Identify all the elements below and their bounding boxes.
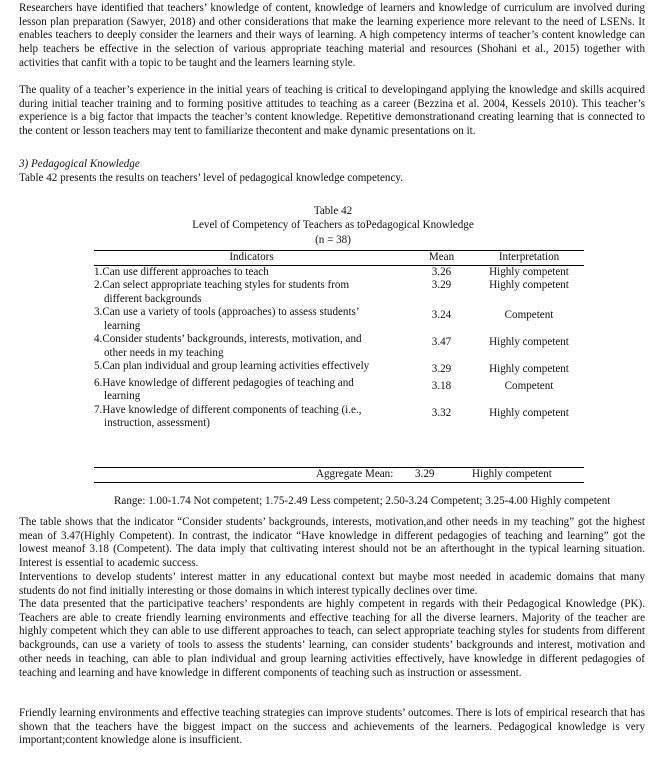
row-interpretation: Competent bbox=[504, 309, 554, 321]
row-interpretation: Highly competent bbox=[489, 279, 569, 291]
header-mean: Mean bbox=[428, 251, 455, 263]
table-row bbox=[94, 306, 584, 333]
row-interpretation: Highly competent bbox=[489, 363, 569, 375]
row-interpretation: Competent bbox=[504, 379, 554, 392]
table-number: Table 42 bbox=[313, 205, 353, 217]
aggregate-label: Aggregate Mean: bbox=[316, 468, 394, 480]
section-lead: Table 42 presents the results on teachers’ level of pedagogical knowledge competency. bbox=[19, 172, 403, 184]
row-interpretation: Highly competent bbox=[489, 265, 569, 278]
discussion-paragraph-2: Interventions to develop students’ interest matter in any educational context but maybe most needed in academic domains that many students do not find initially interesting or those domains in which interest typically declines over time. bbox=[19, 571, 645, 597]
intro-paragraph-1: Researchers have identified that teachers’ knowledge of content, knowledge of learners and knowledge of curriculum are involved during lesson plan preparation (Sawyer, 2018) and other considerations that make the learning experience more relevant to the need of LSENs. It enables teachers to deeply consider the learners and their ways of learning. A high competency interms of teacher’s content knowledge can help teachers be effective in the selection of various appropriate teaching material and resources (Shohani et al., 2015) together with activities that canfit with a topic to be taught and the learners learning style. bbox=[19, 2, 645, 69]
row-mean: 3.29 bbox=[431, 363, 452, 375]
row-indicator: 7.Have knowledge of different components of teaching (i.e., instruction, assessment) bbox=[94, 403, 362, 429]
competency-table bbox=[94, 250, 584, 431]
row-mean: 3.24 bbox=[431, 309, 452, 321]
row-indicator: 6.Have knowledge of different pedagogies of teaching and learning bbox=[94, 376, 354, 402]
aggregate-interpretation: Highly competent bbox=[472, 468, 552, 480]
table-row bbox=[94, 404, 584, 431]
intro-paragraph-2: The quality of a teacher’s experience in the initial years of teaching is critical to developingand applying the knowledge and skills acquired during initial teacher training and to forming positive attitudes to teaching as a career (Bezzina et al. 2004, Kessels 2010). This teacher’s experience is a big factor that impacts the teacher’s content knowledge. Repetitive demonstrationand creating learning that is connected to the content or lesson teachers may tent to familiarize thecontent and make dynamic presentations on it. bbox=[19, 84, 645, 138]
table-title: Level of Competency of Teachers as toPedagogical Knowledge bbox=[192, 219, 474, 231]
table-row bbox=[94, 279, 584, 306]
row-indicator: 2.Can select appropriate teaching styles for students from different backgrounds bbox=[94, 279, 350, 305]
table-row bbox=[94, 377, 584, 404]
header-interpretation: Interpretation bbox=[498, 251, 560, 263]
row-indicator: 5.Can plan individual and group learning activities effectively bbox=[94, 360, 370, 372]
discussion-paragraph-3: The data presented that the participative teachers’ respondents are highly competent in regards with their Pedagogical Knowledge (PK). Teachers are able to create friendly learning environments and effective teaching for all the diverse learners. Majority of the teacher are highly competent which they can able to use different approaches to teach, can select appropriate teaching styles for students from different backgrounds, can use a variety of tools to assess the students’ learning, can consider students’ backgrounds and interest, motivation and other needs in teaching, can able to plan individual and group learning activities effectively, have knowledge in different pedagogies of teaching and learning and have knowledge in different components of teaching such as instruction or assessment. bbox=[19, 598, 645, 679]
table-n: (n = 38) bbox=[315, 234, 351, 246]
row-mean: 3.26 bbox=[431, 265, 452, 278]
table-row bbox=[94, 333, 584, 360]
row-interpretation: Highly competent bbox=[489, 336, 569, 348]
aggregate-row bbox=[94, 467, 584, 483]
discussion-paragraph-4: Friendly learning environments and effective teaching strategies can improve students’ outcomes. There is lots of empirical research that has shown that the teachers have the biggest impact on the success and achievements of the learners. Pedagogical knowledge is very important;content knowledge alone is insufficient. bbox=[19, 707, 645, 747]
row-mean: 3.32 bbox=[431, 406, 452, 419]
row-indicator: 3.Can use a variety of tools (approaches) to assess students’ learning bbox=[94, 306, 359, 332]
table-row bbox=[94, 360, 584, 377]
row-mean: 3.29 bbox=[431, 279, 452, 291]
table-header-row bbox=[94, 251, 584, 266]
row-interpretation: Highly competent bbox=[489, 406, 569, 419]
row-mean: 3.18 bbox=[431, 379, 452, 392]
range-legend: Range: 1.00-1.74 Not competent; 1.75-2.49 Less competent; 2.50-3.24 Competent; 3.25-4.00 Highly competent bbox=[114, 495, 611, 508]
aggregate-mean: 3.29 bbox=[415, 468, 435, 480]
row-indicator: 4.Consider students’ backgrounds, interests, motivation, and other needs in my teaching bbox=[94, 333, 362, 359]
row-indicator: 1.Can use different approaches to teach bbox=[94, 265, 269, 278]
row-mean: 3.47 bbox=[431, 336, 452, 348]
header-indicators: Indicators bbox=[229, 251, 274, 263]
discussion-paragraph-1: The table shows that the indicator “Consider students’ backgrounds, interests, motivation,and other needs in my teaching” got the highest mean of 3.47(Highly Competent). In contrast, the indicator “Have knowledge in different pedagogies of teaching and learning” got the lowest meanof 3.18 (Competent). The data imply that cultivating interest should not be an afterthought in the typical learning situation. Interest is essential to academic success. bbox=[19, 516, 645, 570]
table-row bbox=[94, 265, 584, 279]
section-heading: 3) Pedagogical Knowledge bbox=[19, 158, 140, 170]
